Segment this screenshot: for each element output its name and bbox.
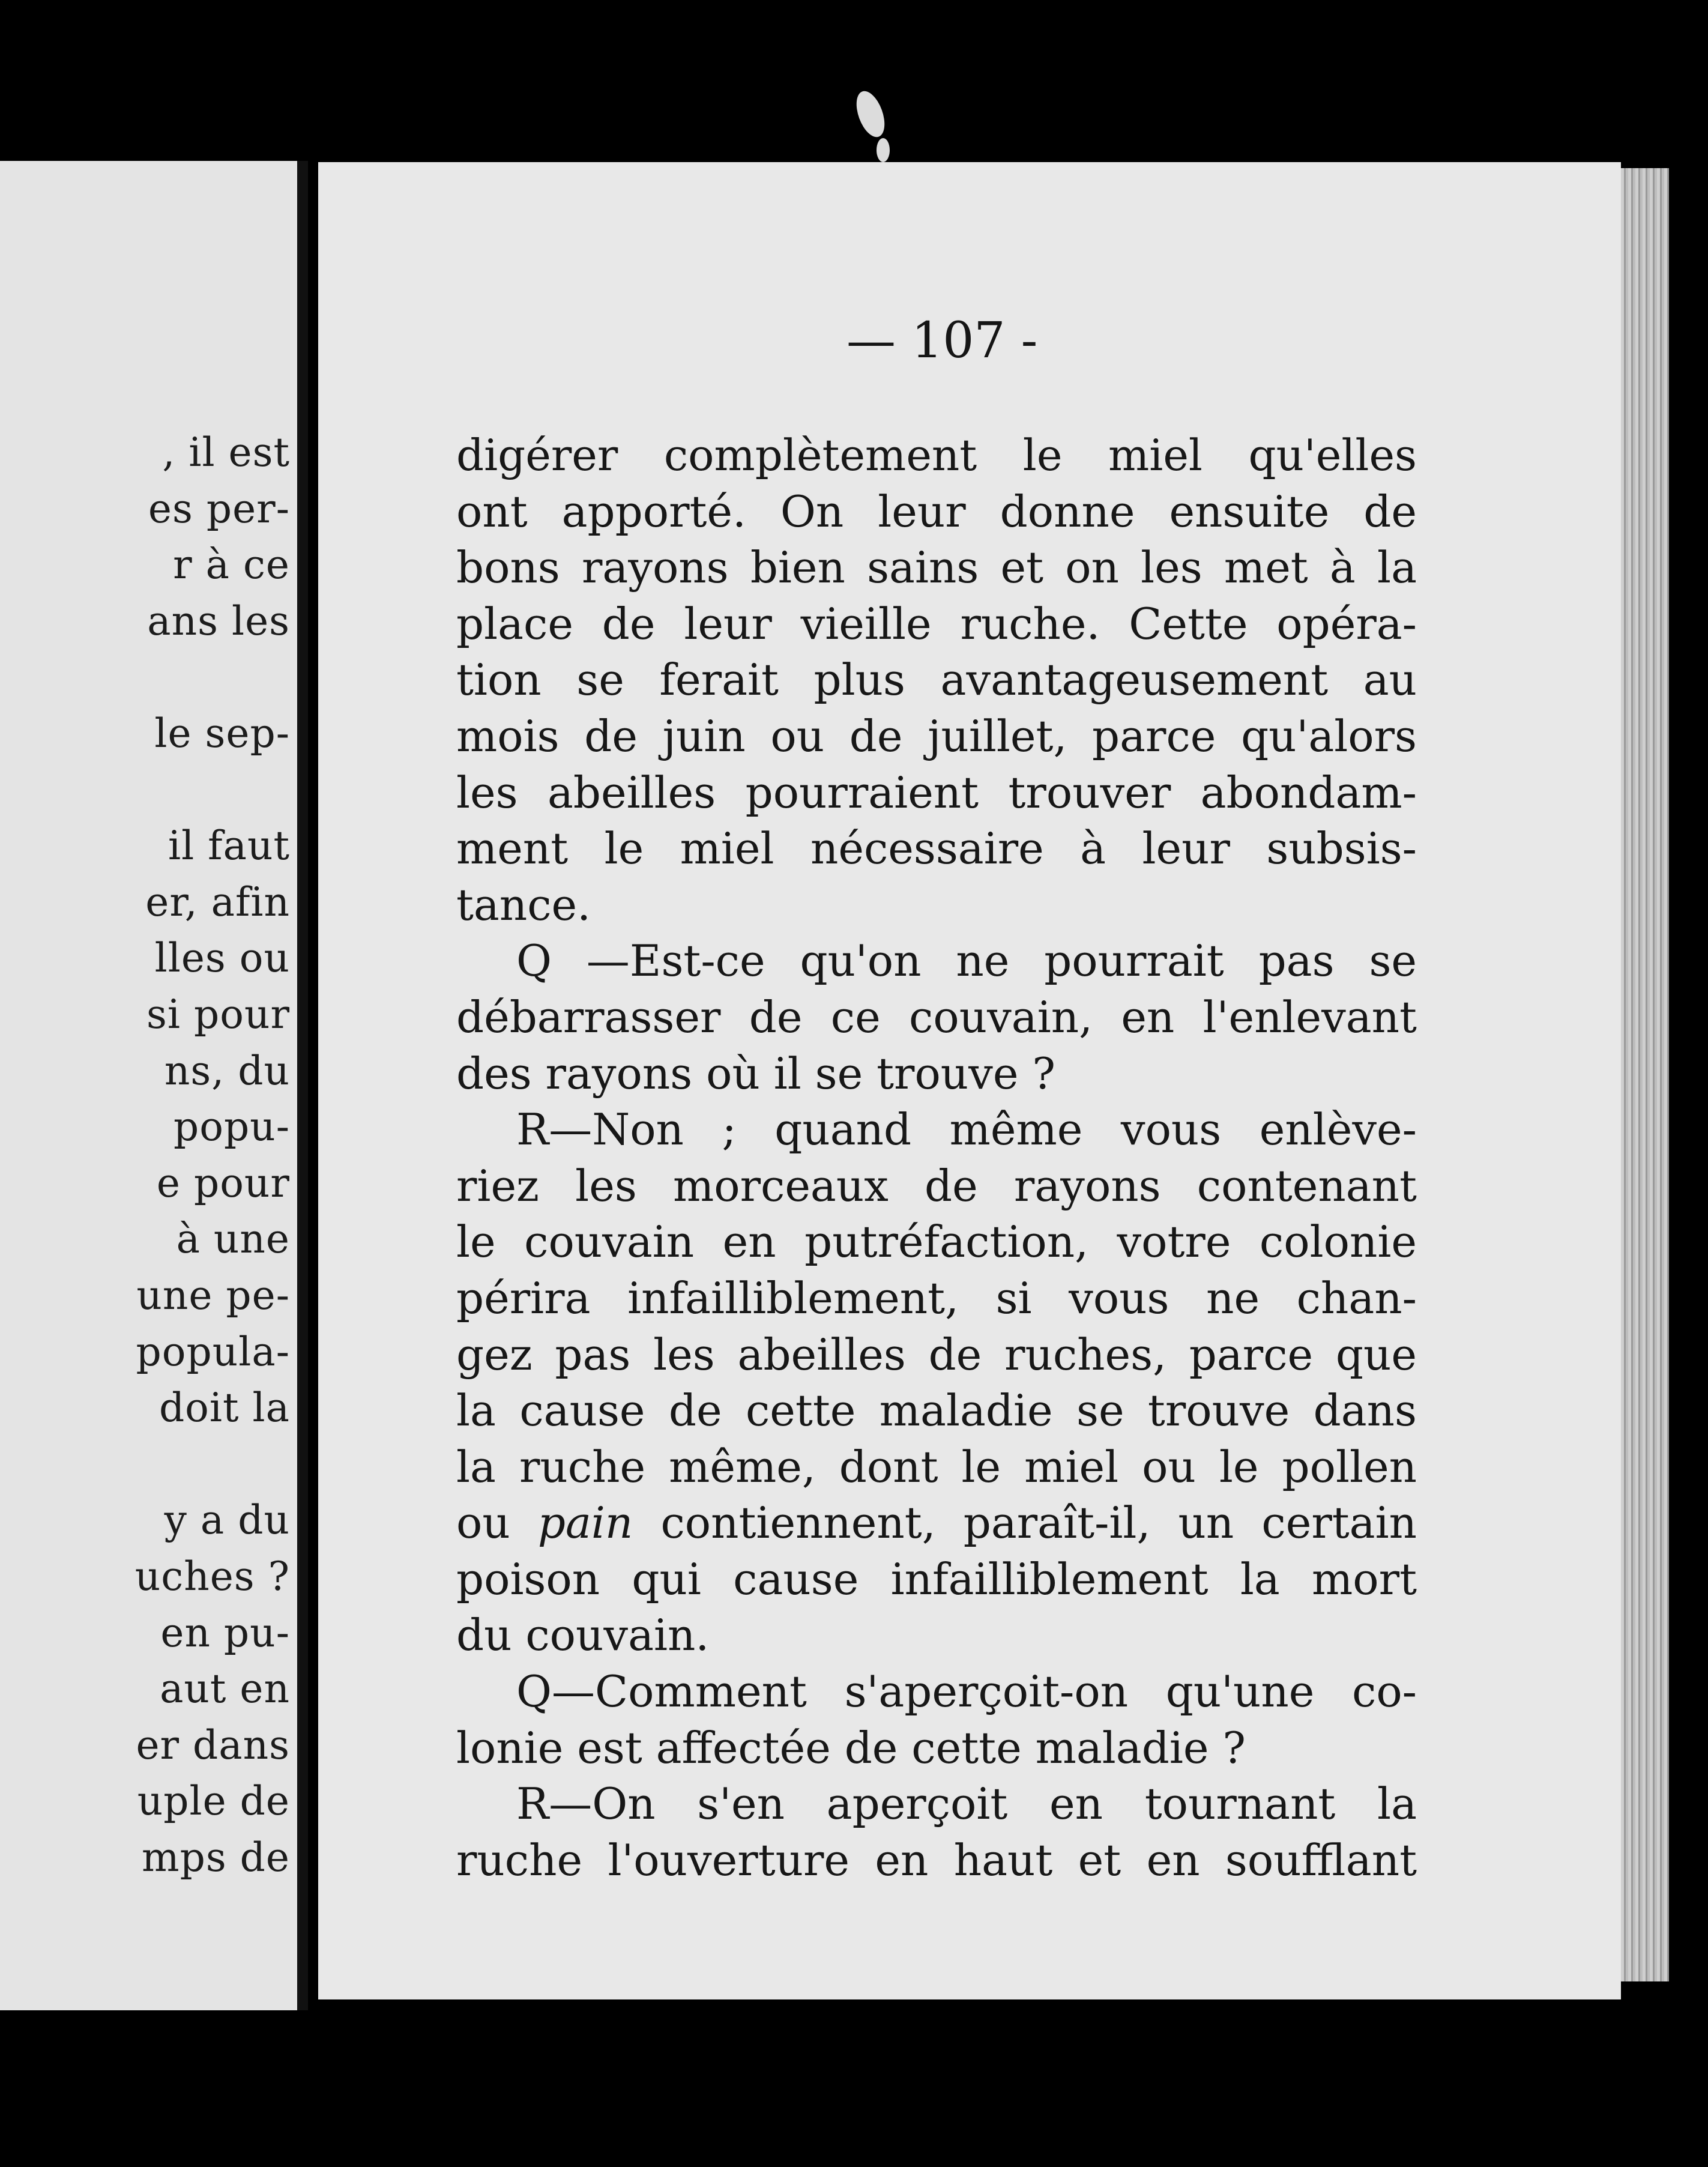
text-line: R—Non ; quand même vous enlève-	[516, 1104, 1417, 1155]
left-page-line: lles ou	[154, 935, 290, 982]
left-page	[0, 161, 308, 2010]
text-line: gez pas les abeilles de ruches, parce que	[456, 1329, 1417, 1380]
left-page-line: si pour	[146, 991, 290, 1038]
page-number: — 107 -	[846, 312, 1038, 369]
paper-speck	[877, 138, 890, 162]
left-page-line: à une	[176, 1216, 290, 1263]
left-page-line: ns, du	[164, 1047, 290, 1094]
paper-speck	[851, 88, 890, 141]
text-line: le couvain en putréfaction, votre colonie	[456, 1216, 1417, 1268]
left-page-line: aut en	[160, 1666, 290, 1712]
text-line: bons rayons bien sains et on les met à la	[456, 542, 1417, 593]
left-page-line: e pour	[156, 1159, 290, 1206]
text-line: la ruche même, dont le miel ou le pollen	[456, 1441, 1417, 1492]
text-line: mois de juin ou de juillet, parce qu'alors	[456, 710, 1417, 761]
left-page-line: er, afin	[145, 878, 290, 925]
left-page-line: ans les	[147, 597, 290, 644]
text-line	[456, 1495, 1417, 1552]
left-page-line: y a du	[164, 1497, 290, 1544]
text-line: la cause de cette maladie se trouve dans	[456, 1385, 1417, 1436]
left-page-line: il faut	[167, 823, 290, 869]
text-line: place de leur vieille ruche. Cette opéra-	[456, 598, 1417, 649]
text-line: digérer complètement le miel qu'elles	[456, 430, 1417, 480]
left-page-line: uple de	[137, 1778, 290, 1825]
left-page-line: le sep-	[154, 710, 290, 757]
text-line: du couvain.	[456, 1610, 710, 1661]
text-line: Q —Est-ce qu'on ne pourrait pas se	[516, 935, 1417, 987]
left-page-line: er dans	[136, 1721, 290, 1768]
left-page-line: , il est	[162, 429, 290, 476]
text-line: ment le miel nécessaire à leur subsis-	[456, 823, 1417, 874]
text-line: tion se ferait plus avantageusement au	[456, 654, 1417, 706]
left-page-line: en pu-	[160, 1609, 290, 1656]
text-line: riez les morceaux de rayons contenant	[456, 1160, 1417, 1211]
text-line: tance.	[456, 879, 591, 930]
text-fragment: ou	[456, 1498, 538, 1549]
left-page-line: une pe-	[136, 1272, 290, 1319]
text-line: R—On s'en aperçoit en tournant la	[516, 1779, 1417, 1830]
text-line: Q—Comment s'aperçoit-on qu'une co-	[516, 1666, 1417, 1717]
text-line: poison qui cause infailliblement la mort	[456, 1553, 1417, 1604]
left-page-line: doit la	[158, 1385, 290, 1431]
text-line: périra infailliblement, si vous ne chan-	[456, 1272, 1417, 1323]
left-page-line: r à ce	[173, 542, 290, 588]
page-edge	[1621, 168, 1669, 1981]
text-line: des rayons où il se trouve ?	[456, 1048, 1055, 1099]
text-line: les abeilles pourraient trouver abondam-	[456, 767, 1417, 818]
left-page-line: uches ?	[134, 1553, 290, 1600]
left-page-line: popula-	[136, 1328, 290, 1375]
italic-word: pain	[537, 1498, 633, 1549]
text-line: ont apporté. On leur donne ensuite de	[456, 486, 1417, 537]
text-line: débarrasser de ce couvain, en l'enlevant	[456, 991, 1417, 1042]
text-line: lonie est affectée de cette maladie ?	[456, 1722, 1246, 1773]
left-page-line: mps de	[142, 1834, 290, 1881]
text-fragment: contiennent, paraît-il, un certain	[633, 1498, 1417, 1549]
text-line: ruche l'ouverture en haut et en soufflant	[456, 1834, 1417, 1885]
left-page-line: popu-	[173, 1104, 290, 1150]
body-text	[456, 428, 1417, 1888]
left-page-line: es per-	[148, 485, 290, 532]
